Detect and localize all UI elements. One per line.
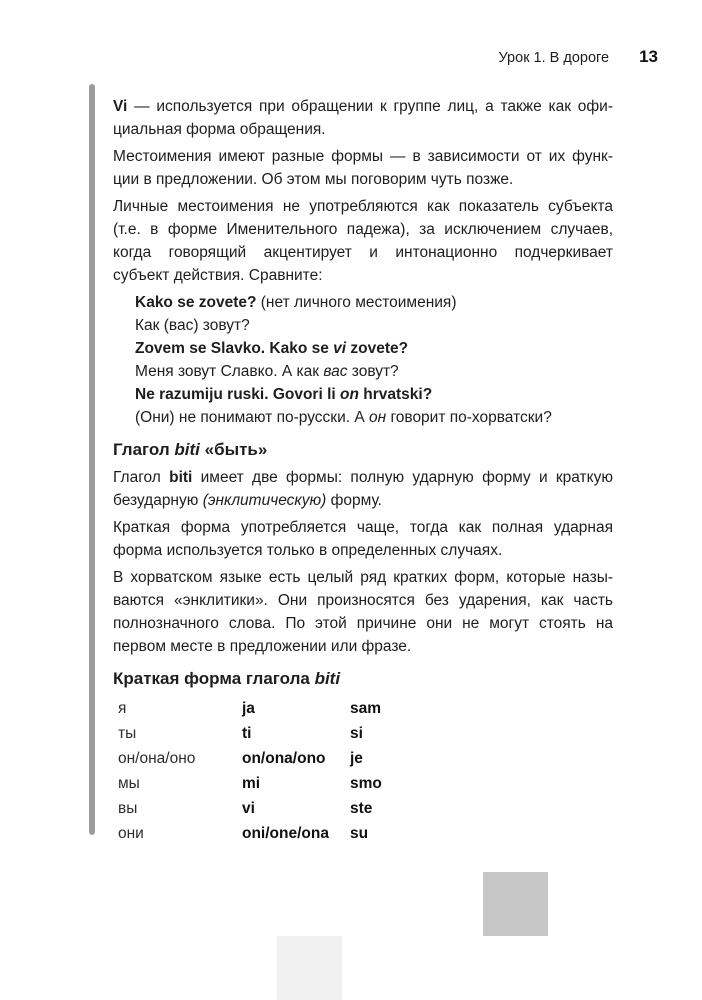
text-segment: форму.	[326, 492, 382, 509]
conjugation-table	[113, 696, 613, 846]
text-segment: субъект действия. Сравните:	[113, 267, 323, 284]
text-segment: Глагол	[113, 469, 170, 486]
text-segment: Меня зовут Славко. А как	[135, 363, 324, 380]
text-segment: циальная форма обращения.	[113, 121, 326, 138]
text-line	[113, 635, 613, 658]
text-line	[113, 439, 613, 461]
text-segment: (энклитическую)	[202, 492, 327, 509]
text-line	[135, 291, 613, 314]
text-line	[113, 218, 613, 241]
section-heading	[113, 439, 613, 461]
text-segment: ваются «энклитики». Они произносятся без ударения, как часть	[113, 592, 613, 609]
text-segment: когда говорящий акцентирует и интонационно подчеркивает	[113, 244, 613, 261]
cell-croatian-pronoun: on/ona/ono	[242, 749, 326, 767]
text-segment: Глагол	[113, 440, 175, 459]
cell-russian-pronoun: он/она/оно	[118, 749, 196, 767]
text-segment: ции в предложении. Об этом мы поговорим чуть позже.	[113, 171, 514, 188]
text-segment: biti	[169, 469, 193, 486]
cell-croatian-pronoun: ti	[242, 724, 252, 742]
text-segment: vi	[333, 340, 347, 357]
paragraph	[113, 516, 613, 562]
cell-russian-pronoun: они	[118, 824, 144, 842]
paragraph	[113, 466, 613, 512]
text-segment: зовут?	[347, 363, 399, 380]
cell-russian-pronoun: ты	[118, 724, 137, 742]
text-segment: Vi	[113, 98, 128, 115]
text-line	[113, 668, 613, 690]
text-segment: «быть»	[199, 440, 268, 459]
cell-russian-pronoun: мы	[118, 774, 140, 792]
cell-croatian-pronoun: oni/one/ona	[242, 824, 329, 842]
cell-croatian-pronoun: ja	[242, 699, 255, 717]
example-block	[135, 291, 613, 429]
table-row	[118, 771, 613, 796]
cell-enclitic-form: si	[350, 724, 363, 742]
paragraph	[113, 145, 613, 191]
table-row	[118, 821, 613, 846]
chapter-title: Урок 1. В дороге	[498, 50, 610, 66]
text-line	[135, 360, 613, 383]
cell-enclitic-form: ste	[350, 799, 373, 817]
text-segment: первом месте в предложении или фразе.	[113, 638, 412, 655]
text-segment: Как (вас) зовут?	[135, 317, 250, 334]
content-blocks	[113, 88, 613, 846]
text-line	[113, 168, 613, 191]
text-line	[135, 314, 613, 337]
text-line	[113, 612, 613, 635]
text-segment: Краткая форма глагола	[113, 669, 315, 688]
text-segment: (Они) не понимают по-русски. А	[135, 409, 369, 426]
text-line	[113, 489, 613, 512]
text-segment: Местоимения имеют разные формы — в зависимости от их функ-	[113, 148, 613, 165]
text-line	[113, 264, 613, 287]
cell-russian-pronoun: вы	[118, 799, 138, 817]
watermark-square-dark	[483, 872, 548, 936]
text-line	[113, 145, 613, 168]
text-segment: hrvatski?	[358, 386, 433, 403]
cell-enclitic-form: su	[350, 824, 369, 842]
left-rule	[89, 84, 95, 835]
table-row	[118, 721, 613, 746]
table-row	[118, 696, 613, 721]
text-segment: имеет две формы: полную ударную форму и краткую	[192, 469, 613, 486]
text-segment: (нет личного местоимения)	[256, 294, 457, 311]
section-heading	[113, 668, 613, 690]
text-line	[135, 406, 613, 429]
text-line	[113, 241, 613, 264]
text-segment: on	[340, 386, 359, 403]
text-line	[113, 516, 613, 539]
text-segment: вас	[323, 363, 348, 380]
text-line	[113, 95, 613, 118]
text-segment: Kako se zovete?	[135, 294, 257, 311]
text-line	[113, 466, 613, 489]
text-segment: В хорватском языке есть целый ряд кратких форм, которые назы-	[113, 569, 613, 586]
page-number: 13	[639, 47, 658, 66]
text-segment: полнозначного слова. По этой причине они не могут стоять на	[113, 615, 613, 632]
text-segment: говорит по-хорватски?	[386, 409, 552, 426]
text-line	[113, 195, 613, 218]
paragraph	[113, 95, 613, 141]
text-line	[113, 539, 613, 562]
text-segment: Личные местоимения не употребляются как показатель субъекта	[113, 198, 613, 215]
text-line	[113, 118, 613, 141]
text-segment: Zovem se Slavko. Kako se	[135, 340, 334, 357]
paragraph	[113, 566, 613, 658]
cell-croatian-pronoun: mi	[242, 774, 261, 792]
text-line	[135, 383, 613, 406]
text-segment: Краткая форма употребляется чаще, тогда как полная ударная	[113, 519, 613, 536]
cell-enclitic-form: sam	[350, 699, 382, 717]
text-segment: biti	[314, 669, 341, 688]
text-segment: форма используется только в определенных случаях.	[113, 542, 503, 559]
text-line	[113, 589, 613, 612]
text-segment: biti	[174, 440, 200, 459]
text-segment: он	[368, 409, 387, 426]
table-row	[118, 746, 613, 771]
text-segment: (т.е. в форме Именительного падежа), за исключением случаев,	[113, 221, 613, 238]
text-line	[113, 566, 613, 589]
cell-russian-pronoun: я	[118, 699, 127, 717]
paragraph	[113, 195, 613, 287]
text-segment: — используется при обращении к группе лиц, а также как офи-	[127, 98, 613, 115]
cell-croatian-pronoun: vi	[242, 799, 255, 817]
cell-enclitic-form: je	[350, 749, 363, 767]
running-header	[499, 47, 659, 67]
table-row	[118, 796, 613, 821]
text-line	[135, 337, 613, 360]
text-segment: безударную	[113, 492, 203, 509]
text-segment: zovete?	[346, 340, 409, 357]
text-segment: Ne razumiju ruski. Govori li	[135, 386, 340, 403]
watermark-square-light	[277, 936, 342, 1000]
cell-enclitic-form: smo	[350, 774, 382, 792]
